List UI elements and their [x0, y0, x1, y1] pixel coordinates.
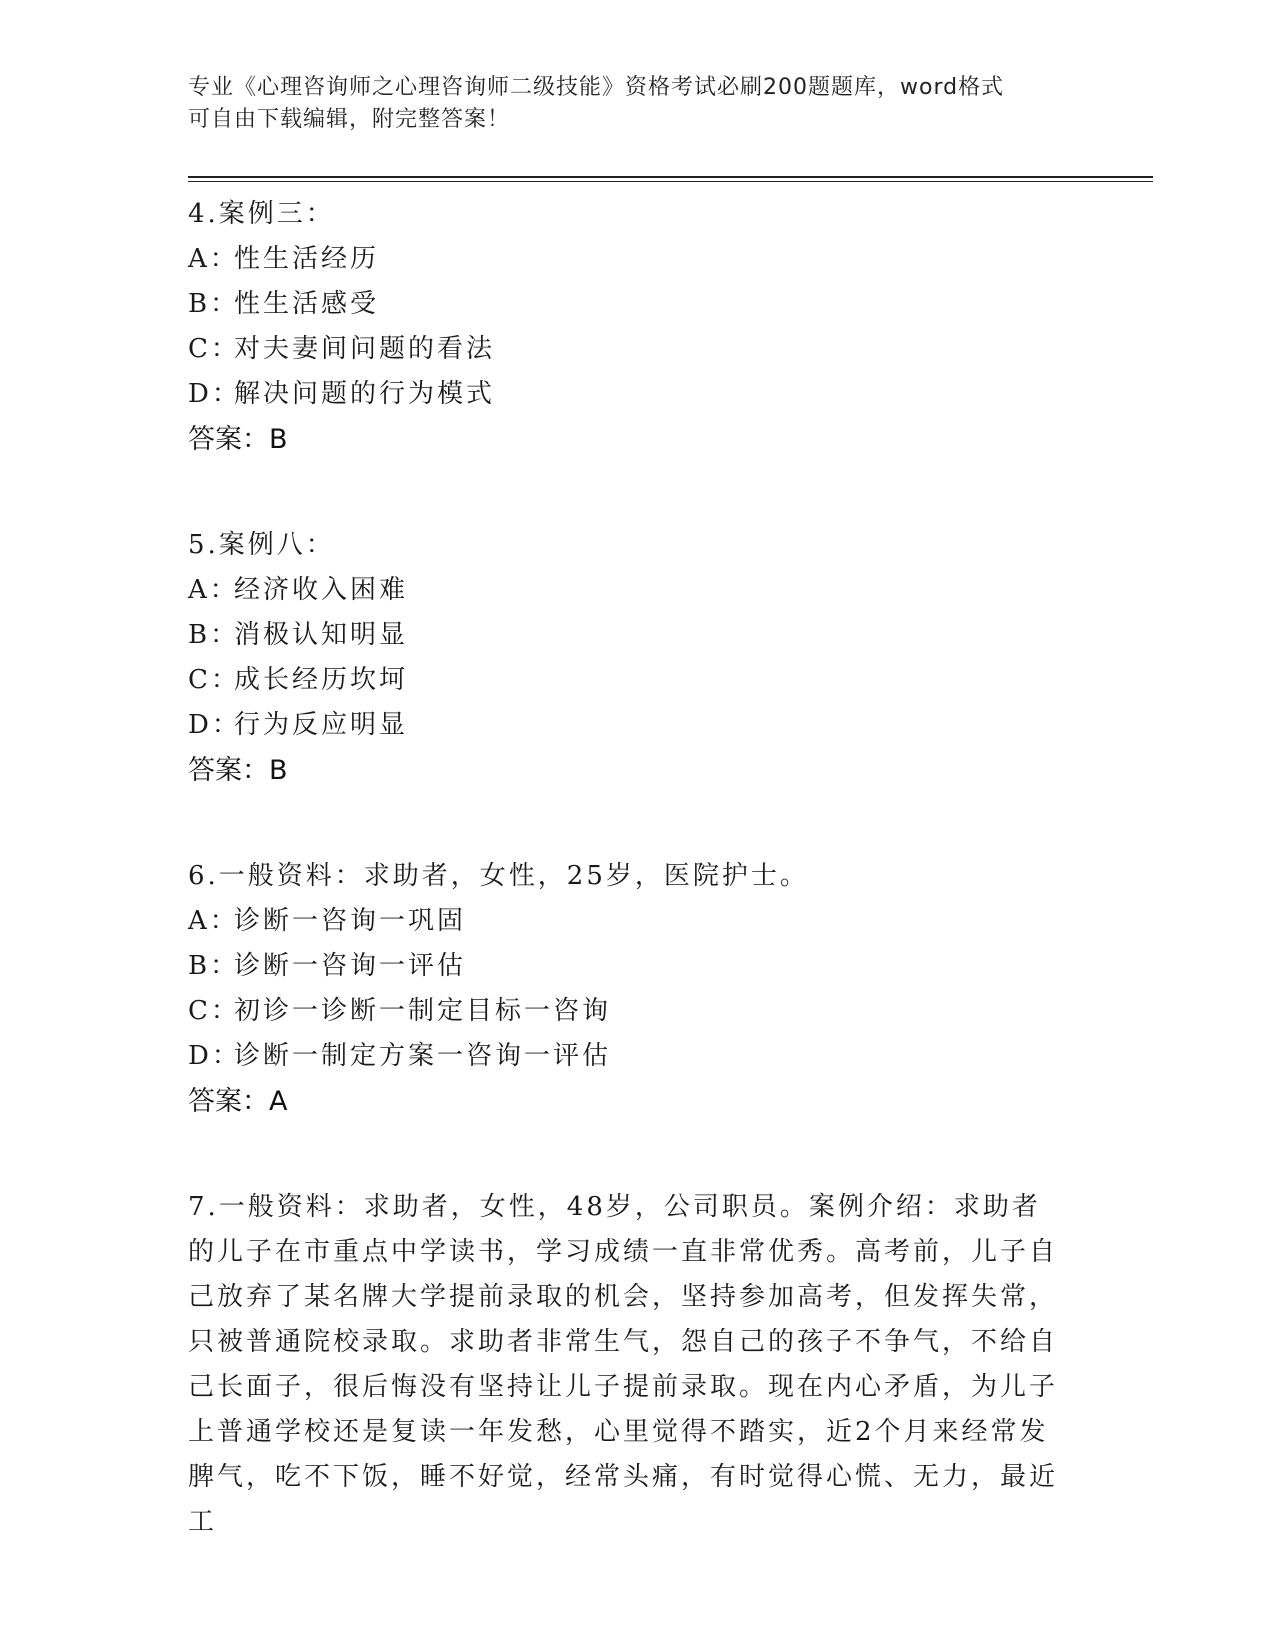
- option-a: [188, 899, 1068, 944]
- answer-line: [188, 417, 1068, 463]
- option-c: [188, 327, 1068, 372]
- option-key: B：: [188, 289, 240, 319]
- option-b: [188, 282, 1068, 327]
- option-d: [188, 372, 1068, 417]
- page-header: [188, 72, 1068, 136]
- header-title-line-1: 专业《心理咨询师之心理咨询师二级技能》资格考试必刷200题题库，word格式: [188, 75, 1005, 100]
- option-text: 性生活经历: [234, 244, 380, 274]
- option-c: [188, 658, 1068, 703]
- option-text: 解决问题的行为模式: [234, 379, 496, 409]
- answer-label: 答案：: [188, 755, 269, 786]
- option-text: 诊断一制定方案一咨询一评估: [234, 1041, 612, 1071]
- option-b: [188, 613, 1068, 658]
- answer-value: B: [269, 424, 288, 455]
- option-key: C：: [188, 665, 240, 695]
- answer-label: 答案：: [188, 424, 269, 455]
- option-text: 初诊一诊断一制定目标一咨询: [234, 996, 612, 1026]
- option-d: [188, 703, 1068, 748]
- option-key: A：: [188, 575, 239, 605]
- option-key: B：: [188, 620, 240, 650]
- question-stem: 7.一般资料：求助者，女性，48岁，公司职员。案例介绍：求助者的儿子在市重点中学读书，学习成绩一直非常优秀。高考前，儿子自己放弃了某名牌大学提前录取的机会，坚持参加高考，但发挥失常，只被普通院校录取。求助者非常生气，怨自己的孩子不争气，不给自己长面子，很后悔没有坚持让儿子提前录取。现在内心矛盾，为儿子上普通学校还是复读一年发愁，心里觉得不踏实，近2个月来经常发脾气，吃不下饭，睡不好觉，经常头痛，有时觉得心慌、无力，最近工: [188, 1192, 1059, 1537]
- option-key: D：: [188, 1041, 241, 1071]
- question-list: [188, 192, 1068, 1605]
- option-text: 经济收入困难: [234, 575, 409, 605]
- option-text: 消极认知明显: [234, 620, 409, 650]
- answer-label: 答案：: [188, 1086, 269, 1117]
- question-item: [188, 1185, 1068, 1545]
- question-stem: 5.案例八：: [188, 530, 335, 560]
- question-item: [188, 192, 1068, 463]
- option-text: 对夫妻间问题的看法: [234, 334, 496, 364]
- answer-line: [188, 748, 1068, 794]
- option-text: 行为反应明显: [234, 710, 409, 740]
- answer-value: A: [269, 1086, 288, 1117]
- option-b: [188, 944, 1068, 989]
- option-key: A：: [188, 906, 239, 936]
- option-key: C：: [188, 334, 240, 364]
- question-stem: 6.一般资料：求助者，女性，25岁，医院护士。: [188, 861, 809, 891]
- option-key: A：: [188, 244, 239, 274]
- answer-value: B: [269, 755, 288, 786]
- option-text: 性生活感受: [234, 289, 380, 319]
- header-divider-thin: [188, 181, 1153, 182]
- option-a: [188, 568, 1068, 613]
- option-key: B：: [188, 951, 240, 981]
- question-stem: 4.案例三：: [188, 199, 335, 229]
- option-text: 成长经历坎坷: [234, 665, 409, 695]
- answer-line: [188, 1079, 1068, 1125]
- question-item: [188, 523, 1068, 794]
- header-title-line-2: 可自由下载编辑，附完整答案！: [188, 107, 511, 132]
- option-text: 诊断一咨询一巩固: [234, 906, 467, 936]
- option-key: C：: [188, 996, 240, 1026]
- option-a: [188, 237, 1068, 282]
- option-key: D：: [188, 710, 241, 740]
- question-item: [188, 854, 1068, 1125]
- option-text: 诊断一咨询一评估: [234, 951, 467, 981]
- option-c: [188, 989, 1068, 1034]
- header-divider-thick: [188, 176, 1153, 178]
- option-key: D：: [188, 379, 241, 409]
- option-d: [188, 1034, 1068, 1079]
